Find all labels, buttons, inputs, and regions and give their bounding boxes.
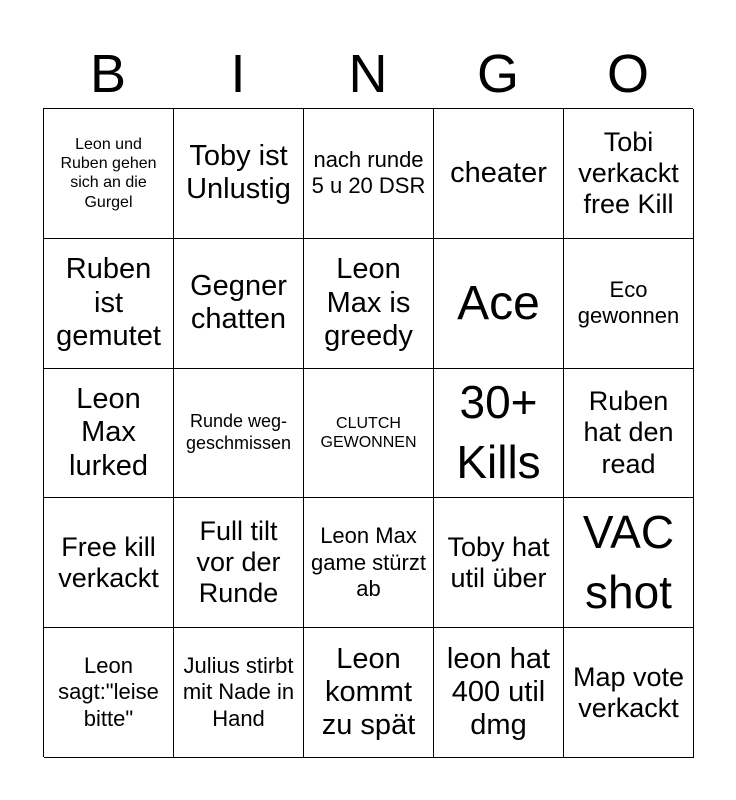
bingo-cell-r4c5[interactable]: VAC shot bbox=[564, 498, 694, 628]
bingo-cell-r1c3[interactable]: nach runde 5 u 20 DSR bbox=[304, 109, 434, 239]
bingo-cell-r5c3[interactable]: Leon kommt zu spät bbox=[304, 628, 434, 758]
header-letter-i: I bbox=[230, 44, 246, 104]
header-letter-o: O bbox=[606, 44, 649, 104]
bingo-cell-r2c5[interactable]: Eco gewonnen bbox=[564, 239, 694, 369]
bingo-cell-r3c2[interactable]: Runde weg-geschmissen bbox=[174, 369, 304, 499]
header-letter-g: G bbox=[476, 44, 519, 104]
bingo-cell-r2c3[interactable]: Leon Max is greedy bbox=[304, 239, 434, 369]
bingo-cell-r1c5[interactable]: Tobi verkackt free Kill bbox=[564, 109, 694, 239]
bingo-cell-r4c2[interactable]: Full tilt vor der Runde bbox=[174, 498, 304, 628]
bingo-cell-r2c1[interactable]: Ruben ist gemutet bbox=[44, 239, 174, 369]
bingo-cell-r5c5[interactable]: Map vote verkackt bbox=[564, 628, 694, 758]
bingo-cell-r3c3[interactable]: CLUTCH GEWONNEN bbox=[304, 369, 434, 499]
bingo-cell-r5c2[interactable]: Julius stirbt mit Nade in Hand bbox=[174, 628, 304, 758]
bingo-cell-r1c1[interactable]: Leon und Ruben gehen sich an die Gurgel bbox=[44, 109, 174, 239]
bingo-cell-r4c3[interactable]: Leon Max game stürzt ab bbox=[304, 498, 434, 628]
bingo-cell-r2c4[interactable]: Ace bbox=[434, 239, 564, 369]
bingo-cell-r3c5[interactable]: Ruben hat den read bbox=[564, 369, 694, 499]
bingo-cell-r4c4[interactable]: Toby hat util über bbox=[434, 498, 564, 628]
header-letter-n: N bbox=[348, 44, 388, 104]
bingo-cell-r5c1[interactable]: Leon sagt:"leise bitte" bbox=[44, 628, 174, 758]
bingo-board bbox=[43, 108, 693, 757]
header-letter-b: B bbox=[89, 44, 127, 104]
bingo-cell-r1c2[interactable]: Toby ist Unlustig bbox=[174, 109, 304, 239]
bingo-cell-r4c1[interactable]: Free kill verkackt bbox=[44, 498, 174, 628]
bingo-cell-r1c4[interactable]: cheater bbox=[434, 109, 564, 239]
bingo-cell-r5c4[interactable]: leon hat 400 util dmg bbox=[434, 628, 564, 758]
bingo-cell-r3c4[interactable]: 30+ Kills bbox=[434, 369, 564, 499]
bingo-header bbox=[43, 40, 693, 108]
bingo-cell-r2c2[interactable]: Gegner chatten bbox=[174, 239, 304, 369]
bingo-cell-r3c1[interactable]: Leon Max lurked bbox=[44, 369, 174, 499]
